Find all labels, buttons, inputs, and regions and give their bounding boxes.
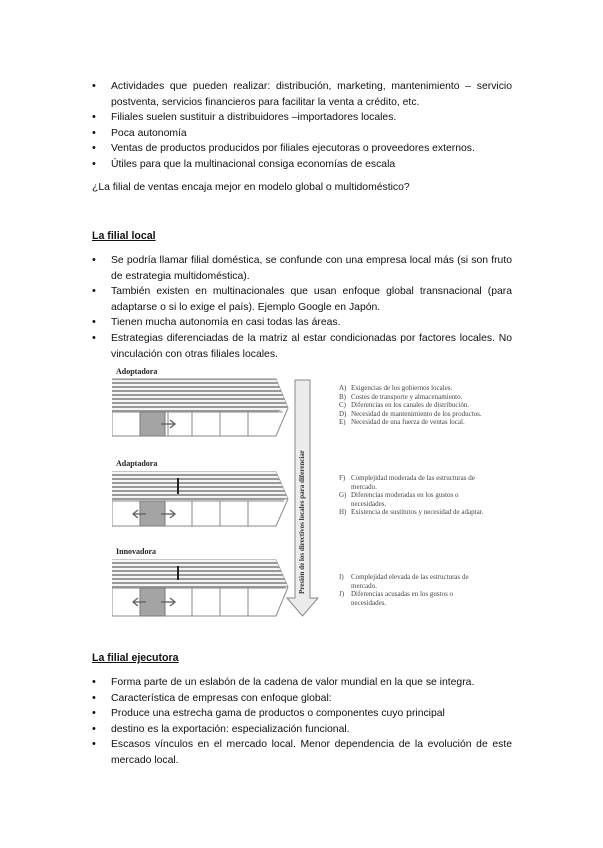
list-item: • Tienen mucha autonomía en casi todas las áreas. <box>92 315 512 331</box>
factor-item: E) Necesidad de una fuerza de ventas local. <box>339 418 465 427</box>
sales-subsidiary-list <box>92 79 512 173</box>
panel-adaptadora-factors <box>339 474 489 517</box>
panel-adoptadora-diagram <box>112 379 288 436</box>
local-subsidiary-heading: La filial local <box>92 230 156 242</box>
factor-item: J) Diferencias acusadas en los gustos o necesidades. <box>339 590 454 607</box>
list-item: • Estrategias diferenciadas de la matriz al estar condicionadas por factores locales. No vinculación con otras filiales locales. <box>92 331 512 362</box>
panel-title-adoptadora: Adoptadora <box>116 367 158 376</box>
panel-innovadora-factors <box>339 573 489 607</box>
arrow-label: Presión de los directivos locales para diferenciar <box>298 450 306 594</box>
factor-item: C) Diferencias en los canales de distribución. <box>339 401 470 410</box>
list-item: • Produce una estrecha gama de productos o componentes cuyo principal <box>92 706 512 722</box>
list-item: • Actividades que pueden realizar: distribución, marketing, mantenimiento – servicio postventa, servicios financieros para facilitar la venta a crédito, etc. <box>92 79 512 110</box>
executing-subsidiary-heading: La filial ejecutora <box>92 652 179 664</box>
panel-adoptadora-factors <box>339 384 489 427</box>
factor-item: I) Complejidad elevada de las estructuras de mercado. <box>339 573 469 590</box>
factor-item: F) Complejidad moderada de las estructuras de mercado. <box>339 474 475 491</box>
panel-adaptadora-diagram <box>112 472 288 526</box>
list-item: • Útiles para que la multinacional consiga economías de escala <box>92 157 512 173</box>
list-item: • destino es la exportación: especialización funcional. <box>92 722 512 738</box>
list-item: • Forma parte de un eslabón de la cadena de valor mundial en la que se integra. <box>92 675 512 691</box>
list-item: • Característica de empresas con enfoque global: <box>92 691 512 707</box>
factor-item: H) Existencia de sustitutos y necesidad de adaptar. <box>339 508 484 517</box>
panel-title-innovadora: Innovadora <box>116 547 157 556</box>
list-item: • Ventas de productos producidos por filiales ejecutoras o proveedores externos. <box>92 141 512 157</box>
panel-innovadora-diagram <box>112 560 288 616</box>
factor-item: A) Exigencias de los gobiernos locales. <box>339 384 453 392</box>
subsidiary-types-figure <box>112 366 488 626</box>
list-item: • También existen en multinacionales que usan enfoque global transnacional (para adaptarse o si lo exige el país). Ejemplo Google en Japón. <box>92 284 512 315</box>
list-item: • Poca autonomía <box>92 126 512 142</box>
factor-item: D) Necesidad de mantenimiento de los productos. <box>339 409 482 418</box>
question-text: ¿La filial de ventas encaja mejor en modelo global o multidoméstico? <box>92 182 410 193</box>
list-item: • Escasos vínculos en el mercado local. Menor dependencia de la evolución de este mercado local. <box>92 737 512 768</box>
panel-title-adaptadora: Adaptadora <box>116 459 158 468</box>
list-item: • Filiales suelen sustituir a distribuidores –importadores locales. <box>92 110 512 126</box>
factor-item: B) Costes de transporte y almacenamiento. <box>339 392 463 401</box>
local-subsidiary-list <box>92 253 512 362</box>
executing-subsidiary-list <box>92 675 512 769</box>
list-item: • Se podría llamar filial doméstica, se confunde con una empresa local más (si son fruto de estrategia multidoméstica). <box>92 253 512 284</box>
factor-item: G) Diferencias moderadas en los gustos o necesidades. <box>339 491 459 508</box>
